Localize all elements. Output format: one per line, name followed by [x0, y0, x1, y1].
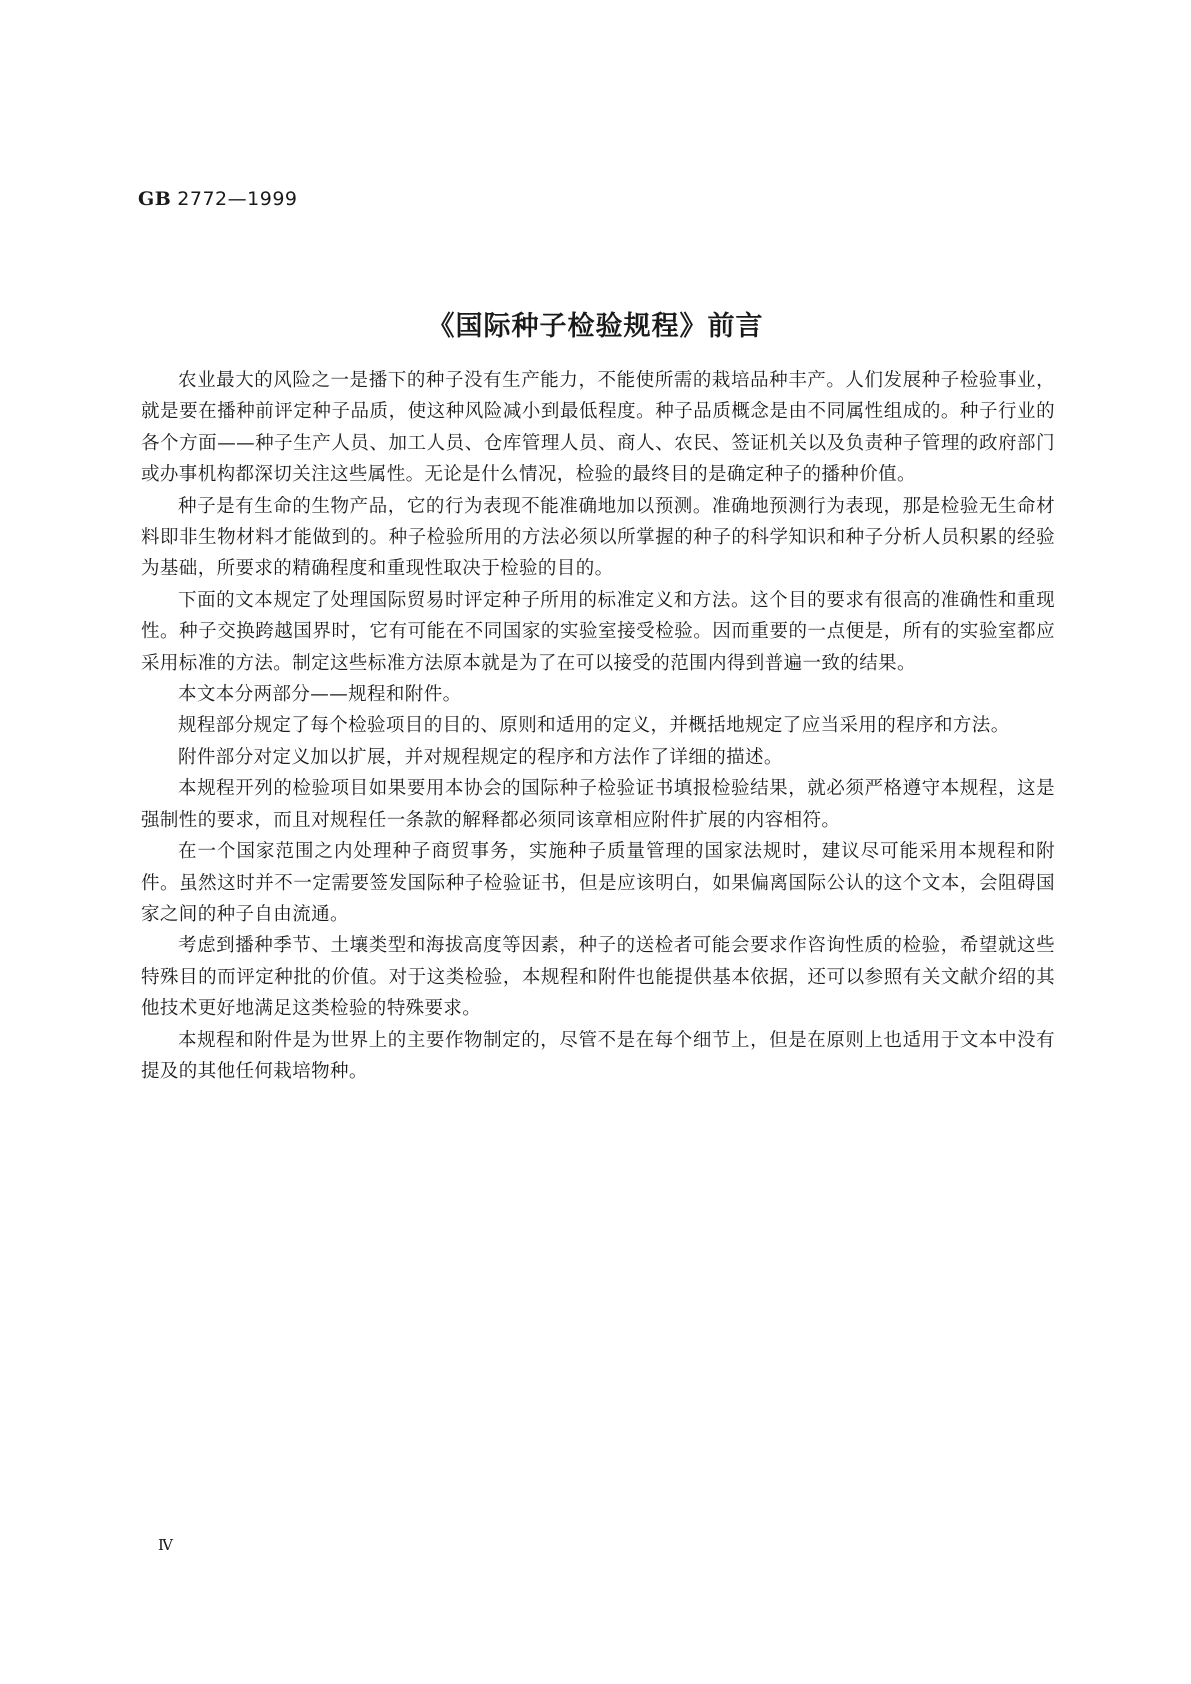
paragraph: 考虑到播种季节、土壤类型和海拔高度等因素，种子的送检者可能会要求作咨询性质的检验，希望就这些特殊目的而评定种批的价值。对于这类检验，本规程和附件也能提供基本依据，还可以参照有关文献介绍的其他技术更好地满足这类检验的特殊要求。	[141, 935, 1055, 1020]
standard-code	[138, 188, 298, 210]
page-title: 《国际种子检验规程》前言	[427, 311, 764, 342]
paragraph: 在一个国家范围之内处理种子商贸事务，实施种子质量管理的国家法规时，建议尽可能采用本规程和附件。虽然这时并不一定需要签发国际种子检验证书，但是应该明白，如果偏离国际公认的这个文本，会阻碍国家之间的种子自由流通。	[141, 841, 1055, 925]
paragraph: 规程部分规定了每个检验项目的目的、原则和适用的定义，并概括地规定了应当采用的程序和方法。	[178, 715, 1010, 737]
gb-prefix: GB	[138, 188, 172, 210]
paragraph: 下面的文本规定了处理国际贸易时评定种子所用的标准定义和方法。这个目的要求有很高的准确性和重现性。种子交换跨越国界时，它有可能在不同国家的实验室接受检验。因而重要的一点便是，所有的实验室都应采用标准的方法。制定这些标准方法原本就是为了在可以接受的范围内得到普遍一致的结果。	[141, 589, 1055, 674]
page-number: Ⅳ	[158, 1536, 173, 1554]
paragraph: 种子是有生命的生物产品，它的行为表现不能准确地加以预测。准确地预测行为表现，那是检验无生命材料即非生物材料才能做到的。种子检验所用的方法必须以所掌握的种子的科学知识和种子分析人员积累的经验为基础，所要求的精确程度和重现性取决于检验的目的。	[141, 495, 1055, 580]
paragraph: 本规程开列的检验项目如果要用本协会的国际种子检验证书填报检验结果，就必须严格遵守本规程，这是强制性的要求，而且对规程任一条款的解释都必须同该章相应附件扩展的内容相符。	[141, 778, 1055, 831]
paragraph: 农业最大的风险之一是播下的种子没有生产能力，不能使所需的栽培品种丰产。人们发展种子检验事业，就是要在播种前评定种子品质，使这种风险减小到最低程度。种子品质概念是由不同属性组成的。种子行业的各个方面——种子生产人员、加工人员、仓库管理人员、商人、农民、签证机关以及负责种子管理的政府部门或办事机构都深切关注这些属性。无论是什么情况，检验的最终目的是确定种子的播种价值。	[141, 370, 1055, 486]
paragraph: 本文本分两部分——规程和附件。	[178, 684, 462, 706]
standard-number: 2772—1999	[177, 188, 298, 210]
paragraph: 附件部分对定义加以扩展，并对规程规定的程序和方法作了详细的描述。	[178, 746, 783, 768]
body-text	[141, 365, 1055, 1087]
paragraph: 本规程和附件是为世界上的主要作物制定的，尽管不是在每个细节上，但是在原则上也适用于文本中没有提及的其他任何栽培物种。	[141, 1029, 1055, 1082]
